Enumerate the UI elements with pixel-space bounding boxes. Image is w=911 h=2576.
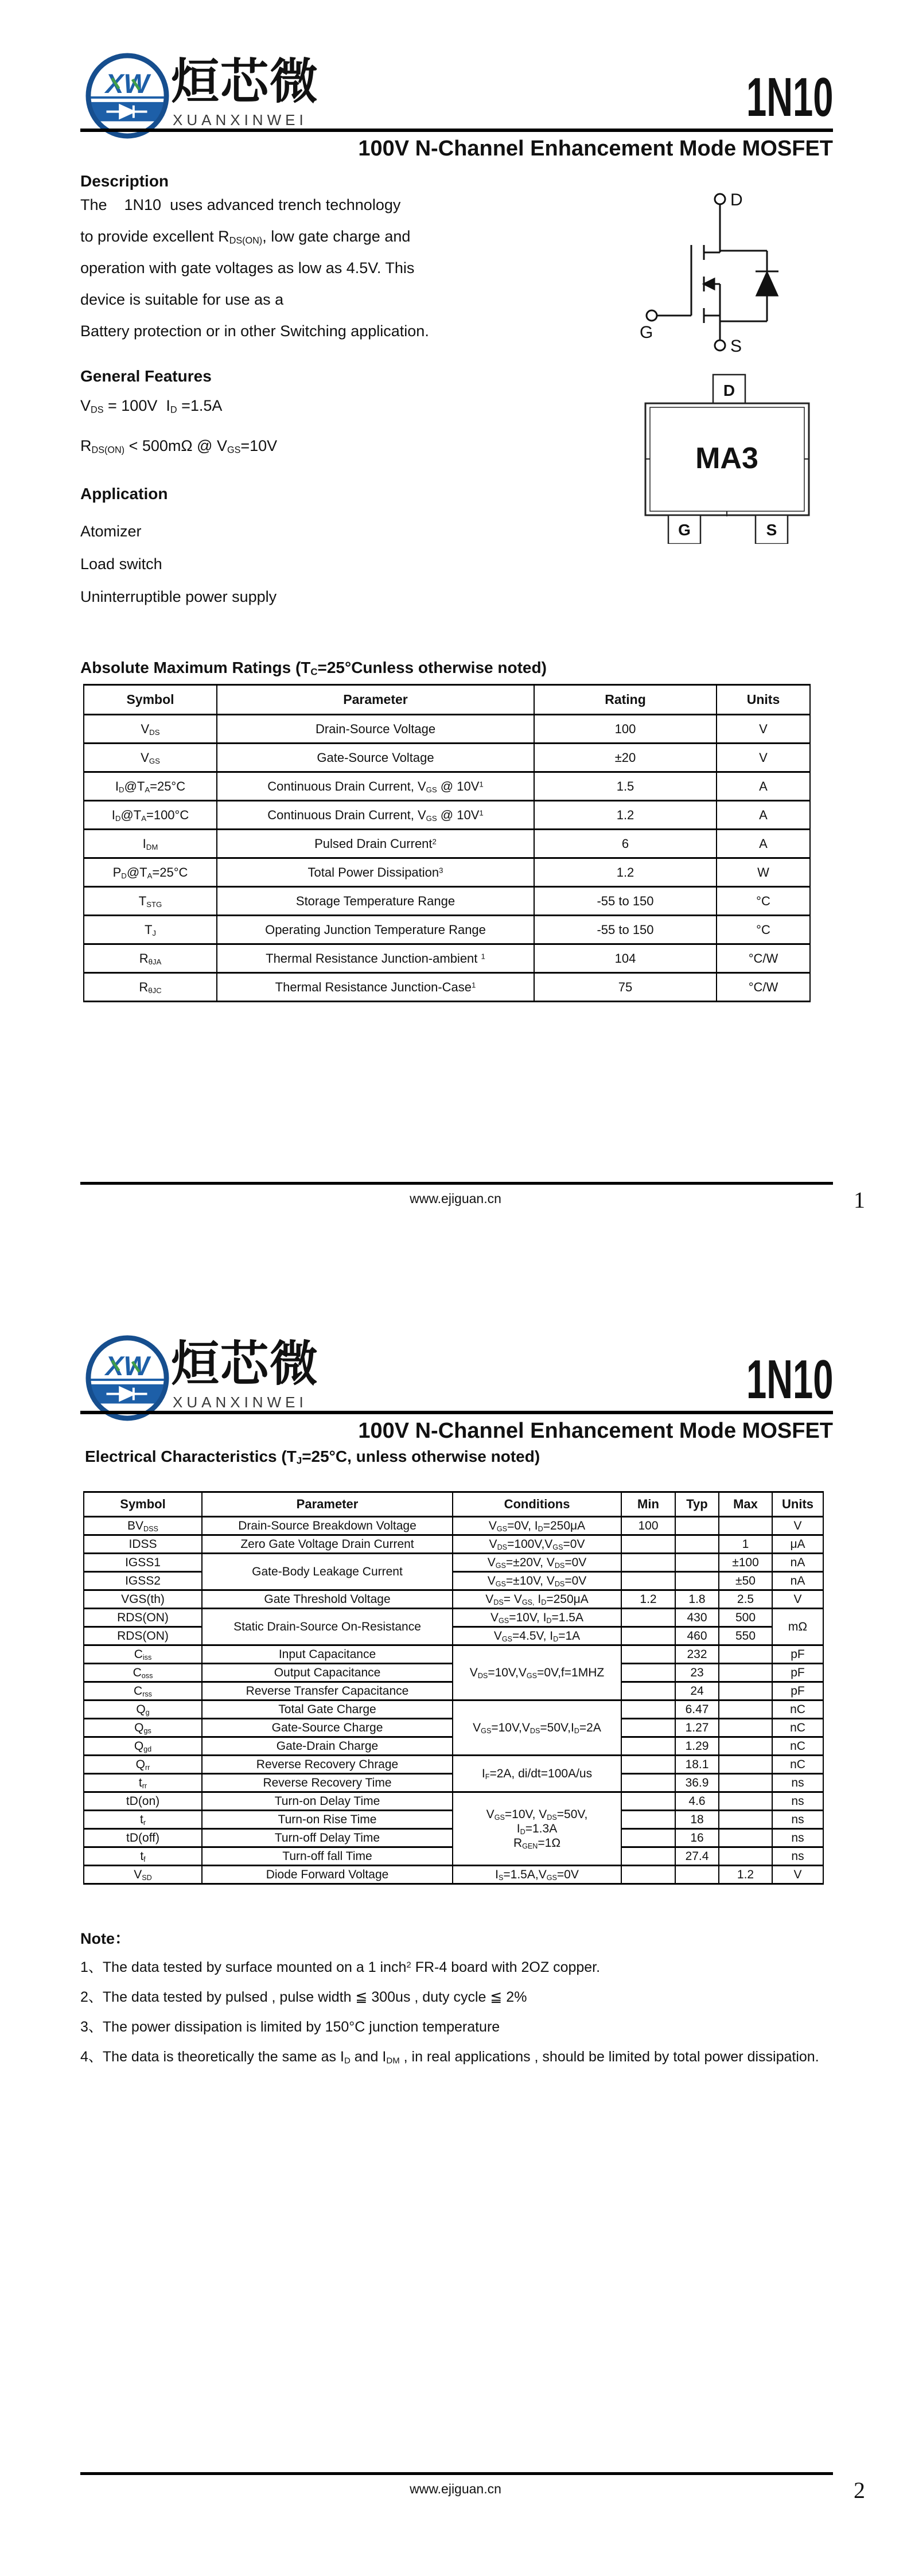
cell-parameter: Continuous Drain Current, $V_{GS}$ @ $10V^1$ (217, 801, 534, 830)
cell-symbol: $BV_{DSS}$ (84, 1517, 202, 1535)
table-row (84, 1627, 823, 1645)
footer-rule (80, 1182, 833, 1185)
pin-s-label: S (766, 521, 777, 539)
cell-parameter: Storage Temperature Range (217, 887, 534, 916)
cell-max (719, 1701, 772, 1719)
cell-typ: 36.9 (675, 1774, 719, 1792)
cell-symbol: $T_J$ (84, 916, 217, 944)
col-units: Units (717, 685, 810, 715)
cell-typ: 6.47 (675, 1701, 719, 1719)
cell-symbol: $I_D@T_A=25^\circ C$ (84, 772, 217, 801)
cell-units: ns (772, 1829, 823, 1847)
cell-symbol: $V_{GS}$ (84, 744, 217, 772)
cell-min (621, 1627, 675, 1645)
logo-monogram: XW (105, 1351, 150, 1382)
cell-units: °C (717, 916, 810, 944)
cell-parameter: Turn-off Delay Time (202, 1829, 453, 1847)
cell-min (621, 1554, 675, 1572)
footer-website: www.ejiguan.cn (410, 1191, 501, 1206)
cell-units: nC (772, 1737, 823, 1756)
general-features-heading: General Features (80, 367, 212, 385)
cell-min (621, 1829, 675, 1847)
cell-symbol: IDSS (84, 1535, 202, 1554)
cell-units: nA (772, 1572, 823, 1590)
cell-max (719, 1719, 772, 1737)
description-line: The 1N10 uses advanced trench technology (80, 196, 401, 213)
description-line: operation with gate voltages as low as 4.5V. This (80, 259, 415, 277)
cell-units: A (717, 830, 810, 858)
table-row (84, 1572, 823, 1590)
table-row (84, 1756, 823, 1774)
cell-typ: 1.8 (675, 1590, 719, 1609)
cell-parameter: Drain-Source Voltage (217, 715, 534, 744)
cell-symbol: $t_{rr}$ (84, 1774, 202, 1792)
package-name: MA3 (695, 442, 758, 475)
company-logo-icon (85, 1335, 170, 1421)
table-row (84, 1792, 823, 1811)
cell-symbol: $I_{DM}$ (84, 830, 217, 858)
cell-max (719, 1664, 772, 1682)
cell-symbol: $V_{DS}$ (84, 715, 217, 744)
cell-rating: -55 to 150 (534, 916, 717, 944)
cell-symbol: RDS(ON) (84, 1609, 202, 1627)
cell-max (719, 1682, 772, 1701)
header-rule (80, 1411, 833, 1414)
cell-typ: 430 (675, 1609, 719, 1627)
cell-units: W (717, 858, 810, 887)
col-symbol: Symbol (84, 1492, 202, 1517)
cell-min: 1.2 (621, 1590, 675, 1609)
cell-min (621, 1535, 675, 1554)
package-drawing (634, 366, 817, 544)
cell-min (621, 1847, 675, 1866)
cell-rating: -55 to 150 (534, 887, 717, 916)
company-logo-icon (85, 53, 170, 139)
cell-max (719, 1829, 772, 1847)
cell-units: °C (717, 887, 810, 916)
cell-typ (675, 1554, 719, 1572)
table-row (84, 1590, 823, 1609)
page-number: 2 (854, 2477, 865, 2503)
cell-units: V (772, 1517, 823, 1535)
cell-parameter: Thermal Resistance Junction-ambient $^1$ (217, 944, 534, 973)
footer-rule (80, 2472, 833, 2475)
cell-max (719, 1792, 772, 1811)
cell-parameter: Static Drain-Source On-Resistance (202, 1609, 453, 1645)
cell-max (719, 1811, 772, 1829)
company-name-en: XUANXINWEI (173, 1394, 307, 1411)
cell-typ: 460 (675, 1627, 719, 1645)
cell-typ (675, 1572, 719, 1590)
cell-symbol: RDS(ON) (84, 1627, 202, 1645)
page-2 (0, 1282, 911, 2576)
cell-symbol: $Q_{rr}$ (84, 1756, 202, 1774)
cell-max (719, 1847, 772, 1866)
table-row (84, 801, 810, 830)
cell-min (621, 1701, 675, 1719)
source-label: S (730, 337, 742, 356)
application-item: Atomizer (80, 523, 142, 540)
cell-parameter: Continuous Drain Current, $V_{GS}$ @ $10V^1$ (217, 772, 534, 801)
cell-conditions: $V_{GS}=10V,V_{DS}=50V,I_D=2A$ (453, 1701, 621, 1756)
mosfet-symbol-diagram (622, 186, 806, 359)
cell-units: ns (772, 1847, 823, 1866)
cell-units: nA (772, 1554, 823, 1572)
cell-units: pF (772, 1682, 823, 1701)
cell-rating: 75 (534, 973, 717, 1002)
cell-symbol: $t_r$ (84, 1811, 202, 1829)
cell-parameter: Turn-off fall Time (202, 1847, 453, 1866)
cell-max (719, 1645, 772, 1664)
description-heading: Description (80, 172, 169, 190)
cell-symbol: $Q_g$ (84, 1701, 202, 1719)
elec-char-table-container (83, 1491, 824, 1885)
application-list (80, 515, 277, 613)
cell-units: A (717, 801, 810, 830)
gate-label: G (640, 323, 653, 342)
cell-min (621, 1719, 675, 1737)
elec-char-heading: Electrical Characteristics ($T_J=25^\circ C$, unless otherwise noted) (85, 1447, 540, 1466)
cell-max (719, 1756, 772, 1774)
cell-units: pF (772, 1664, 823, 1682)
cell-parameter: Gate-Drain Charge (202, 1737, 453, 1756)
cell-max: 1 (719, 1535, 772, 1554)
cell-symbol: $R_{\theta JC}$ (84, 973, 217, 1002)
col-conditions: Conditions (453, 1492, 621, 1517)
cell-typ (675, 1517, 719, 1535)
cell-conditions: $I_F=2A$, di/dt=100A/us (453, 1756, 621, 1792)
cell-symbol: $V_{SD}$ (84, 1866, 202, 1884)
cell-rating: 1.5 (534, 772, 717, 801)
cell-parameter: Diode Forward Voltage (202, 1866, 453, 1884)
cell-parameter: Turn-on Rise Time (202, 1811, 453, 1829)
pin-g-label: G (678, 521, 691, 539)
cell-parameter: Operating Junction Temperature Range (217, 916, 534, 944)
cell-max: 500 (719, 1609, 772, 1627)
cell-max: 1.2 (719, 1866, 772, 1884)
cell-parameter: Gate-Body Leakage Current (202, 1554, 453, 1590)
cell-units: A (717, 772, 810, 801)
cell-max (719, 1774, 772, 1792)
cell-min (621, 1645, 675, 1664)
cell-units: ns (772, 1811, 823, 1829)
cell-max: 2.5 (719, 1590, 772, 1609)
description-line: to provide excellent $R_{DS(ON)}$, low gate charge and (80, 228, 411, 246)
cell-parameter: Drain-Source Breakdown Voltage (202, 1517, 453, 1535)
cell-typ: 27.4 (675, 1847, 719, 1866)
cell-min (621, 1737, 675, 1756)
table-row (84, 973, 810, 1002)
page-number: 1 (854, 1187, 865, 1213)
cell-parameter: Gate-Source Charge (202, 1719, 453, 1737)
cell-typ: 16 (675, 1829, 719, 1847)
cell-parameter: Output Capacitance (202, 1664, 453, 1682)
pin-d-label: D (723, 382, 735, 399)
header-rule (80, 129, 833, 132)
cell-parameter: Thermal Resistance Junction-Case$^1$ (217, 973, 534, 1002)
cell-typ (675, 1866, 719, 1884)
cell-units: pF (772, 1645, 823, 1664)
footer-website: www.ejiguan.cn (410, 2481, 501, 2496)
cell-conditions: $V_{GS}=4.5V$, $I_D=1A$ (453, 1627, 621, 1645)
cell-max: 550 (719, 1627, 772, 1645)
cell-symbol: tD(off) (84, 1829, 202, 1847)
cell-parameter: Reverse Recovery Chrage (202, 1756, 453, 1774)
cell-symbol: $C_{iss}$ (84, 1645, 202, 1664)
cell-max: ±50 (719, 1572, 772, 1590)
cell-units: nC (772, 1756, 823, 1774)
cell-units: V (717, 715, 810, 744)
cell-conditions: $V_{GS}=0V$, $I_D=250\mu A$ (453, 1517, 621, 1535)
abs-max-heading: Absolute Maximum Ratings ($T_C=25^\circ Cunless$ otherwise noted) (80, 659, 547, 678)
cell-symbol: IGSS1 (84, 1554, 202, 1572)
table-row (84, 1554, 823, 1572)
col-parameter: Parameter (217, 685, 534, 715)
cell-units: V (772, 1866, 823, 1884)
col-min: Min (621, 1492, 675, 1517)
cell-parameter: Total Gate Charge (202, 1701, 453, 1719)
cell-symbol: $I_D@T_A=100^\circ C$ (84, 801, 217, 830)
cell-rating: 104 (534, 944, 717, 973)
table-row (84, 1517, 823, 1535)
table-header-row (84, 685, 810, 715)
cell-symbol: $R_{\theta JA}$ (84, 944, 217, 973)
cell-units: ns (772, 1792, 823, 1811)
cell-symbol: VGS(th) (84, 1590, 202, 1609)
cell-parameter: Total Power Dissipation$^3$ (217, 858, 534, 887)
cell-min (621, 1811, 675, 1829)
cell-typ: 4.6 (675, 1792, 719, 1811)
cell-typ: 232 (675, 1645, 719, 1664)
col-symbol: Symbol (84, 685, 217, 715)
cell-symbol: $Q_{gs}$ (84, 1719, 202, 1737)
cell-conditions: $V_{DS}= V_{GS,}$ $I_D=250\mu A$ (453, 1590, 621, 1609)
drain-label: D (730, 190, 743, 209)
description-paragraph (80, 189, 574, 347)
table-row (84, 830, 810, 858)
cell-symbol: $Q_{gd}$ (84, 1737, 202, 1756)
table-row (84, 1701, 823, 1719)
col-max: Max (719, 1492, 772, 1517)
note-list (80, 1952, 846, 2072)
note-item: 2、The data tested by pulsed , pulse width ≦ 300us , duty cycle ≦ 2% (80, 1989, 527, 2005)
table-row (84, 772, 810, 801)
cell-symbol: IGSS2 (84, 1572, 202, 1590)
cell-units: nC (772, 1701, 823, 1719)
abs-max-table (83, 684, 811, 1002)
company-name-cn: 烜芯微 (171, 1337, 320, 1391)
cell-min (621, 1609, 675, 1627)
note-item: 4、The data is theoretically the same as $I_D$ and $I_{DM}$ , in real applications , should be limited by total power dissipation. (80, 2049, 819, 2066)
cell-conditions: $V_{GS}=\pm 10V$, $V_{DS}=0V$ (453, 1572, 621, 1590)
col-units: Units (772, 1492, 823, 1517)
cell-typ: 24 (675, 1682, 719, 1701)
cell-max (719, 1517, 772, 1535)
cell-max (719, 1737, 772, 1756)
cell-min (621, 1572, 675, 1590)
col-parameter: Parameter (202, 1492, 453, 1517)
col-rating: Rating (534, 685, 717, 715)
table-row (84, 916, 810, 944)
note-item: 1、The data tested by surface mounted on a 1 inch$^2$ FR-4 board with 2OZ copper. (80, 1959, 601, 1975)
cell-conditions: $V_{GS}=\pm 20V$, $V_{DS}=0V$ (453, 1554, 621, 1572)
company-name-cn: 烜芯微 (171, 55, 320, 108)
general-features-line: $V_{DS} = 100V$ $I_D =1.5A$ (80, 397, 223, 415)
part-number: 1N10 (746, 67, 833, 128)
cell-rating: ±20 (534, 744, 717, 772)
cell-units: nC (772, 1719, 823, 1737)
application-item: Load switch (80, 555, 162, 573)
cell-rating: 100 (534, 715, 717, 744)
cell-typ: 23 (675, 1664, 719, 1682)
cell-min: 100 (621, 1517, 675, 1535)
cell-units: V (772, 1590, 823, 1609)
document-subtitle: 100V N-Channel Enhancement Mode MOSFET (358, 137, 833, 161)
cell-parameter: Reverse Recovery Time (202, 1774, 453, 1792)
note-heading: Note： (80, 1930, 130, 1947)
document-subtitle: 100V N-Channel Enhancement Mode MOSFET (358, 1419, 833, 1443)
cell-conditions: $I_S=1.5A,V_{GS}=0V$ (453, 1866, 621, 1884)
cell-conditions: $V_{DS}=100V,V_{GS}=0V$ (453, 1535, 621, 1554)
cell-typ: 18.1 (675, 1756, 719, 1774)
cell-typ: 1.29 (675, 1737, 719, 1756)
application-item: Uninterruptible power supply (80, 588, 277, 605)
note-item: 3、The power dissipation is limited by 150°C junction temperature (80, 2019, 500, 2035)
cell-typ (675, 1535, 719, 1554)
cell-min (621, 1792, 675, 1811)
cell-symbol: $P_D@T_A=25^\circ C$ (84, 858, 217, 887)
cell-symbol: $t_f$ (84, 1847, 202, 1866)
table-row (84, 858, 810, 887)
cell-units: ns (772, 1774, 823, 1792)
cell-units: μA (772, 1535, 823, 1554)
cell-rating: 1.2 (534, 858, 717, 887)
cell-typ: 1.27 (675, 1719, 719, 1737)
general-features-line: $R_{DS(ON)} < 500m\Omega$ @ $V_{GS}=10V$ (80, 437, 278, 456)
table-row (84, 944, 810, 973)
table-row (84, 1645, 823, 1664)
cell-parameter: Reverse Transfer Capacitance (202, 1682, 453, 1701)
cell-conditions: $V_{GS}=10V$, $V_{DS}=50V$, $I_D=1.3A$ $R_{GEN}=1\Omega$ (453, 1792, 621, 1866)
cell-parameter: Zero Gate Voltage Drain Current (202, 1535, 453, 1554)
cell-units: °C/W (717, 944, 810, 973)
cell-units: °C/W (717, 973, 810, 1002)
cell-min (621, 1866, 675, 1884)
cell-symbol: $C_{rss}$ (84, 1682, 202, 1701)
cell-min (621, 1756, 675, 1774)
description-line: device is suitable for use as a (80, 291, 284, 308)
abs-max-table-container (83, 684, 811, 1002)
table-row (84, 715, 810, 744)
cell-max: ±100 (719, 1554, 772, 1572)
application-heading: Application (80, 485, 168, 503)
logo-monogram: XW (105, 69, 150, 100)
cell-symbol: $C_{oss}$ (84, 1664, 202, 1682)
cell-min (621, 1664, 675, 1682)
company-name-en: XUANXINWEI (173, 111, 307, 129)
table-row (84, 744, 810, 772)
part-number: 1N10 (746, 1349, 833, 1410)
table-row (84, 1535, 823, 1554)
description-line: Battery protection or in other Switching application. (80, 322, 429, 340)
cell-units: mΩ (772, 1609, 823, 1645)
cell-conditions: $V_{DS}=10V,V_{GS}=0V,f=1MHZ$ (453, 1645, 621, 1701)
table-row (84, 1609, 823, 1627)
table-header-row (84, 1492, 823, 1517)
col-typ: Typ (675, 1492, 719, 1517)
cell-rating: 6 (534, 830, 717, 858)
cell-min (621, 1774, 675, 1792)
cell-conditions: $V_{GS}=10V$, $I_D=1.5A$ (453, 1609, 621, 1627)
cell-typ: 18 (675, 1811, 719, 1829)
cell-symbol: $T_{STG}$ (84, 887, 217, 916)
cell-parameter: Gate Threshold Voltage (202, 1590, 453, 1609)
cell-parameter: Turn-on Delay Time (202, 1792, 453, 1811)
elec-char-table (83, 1491, 824, 1885)
cell-rating: 1.2 (534, 801, 717, 830)
cell-symbol: tD(on) (84, 1792, 202, 1811)
table-row (84, 887, 810, 916)
cell-parameter: Input Capacitance (202, 1645, 453, 1664)
cell-parameter: Pulsed Drain Current$^2$ (217, 830, 534, 858)
table-row (84, 1866, 823, 1884)
cell-min (621, 1682, 675, 1701)
cell-units: V (717, 744, 810, 772)
cell-parameter: Gate-Source Voltage (217, 744, 534, 772)
